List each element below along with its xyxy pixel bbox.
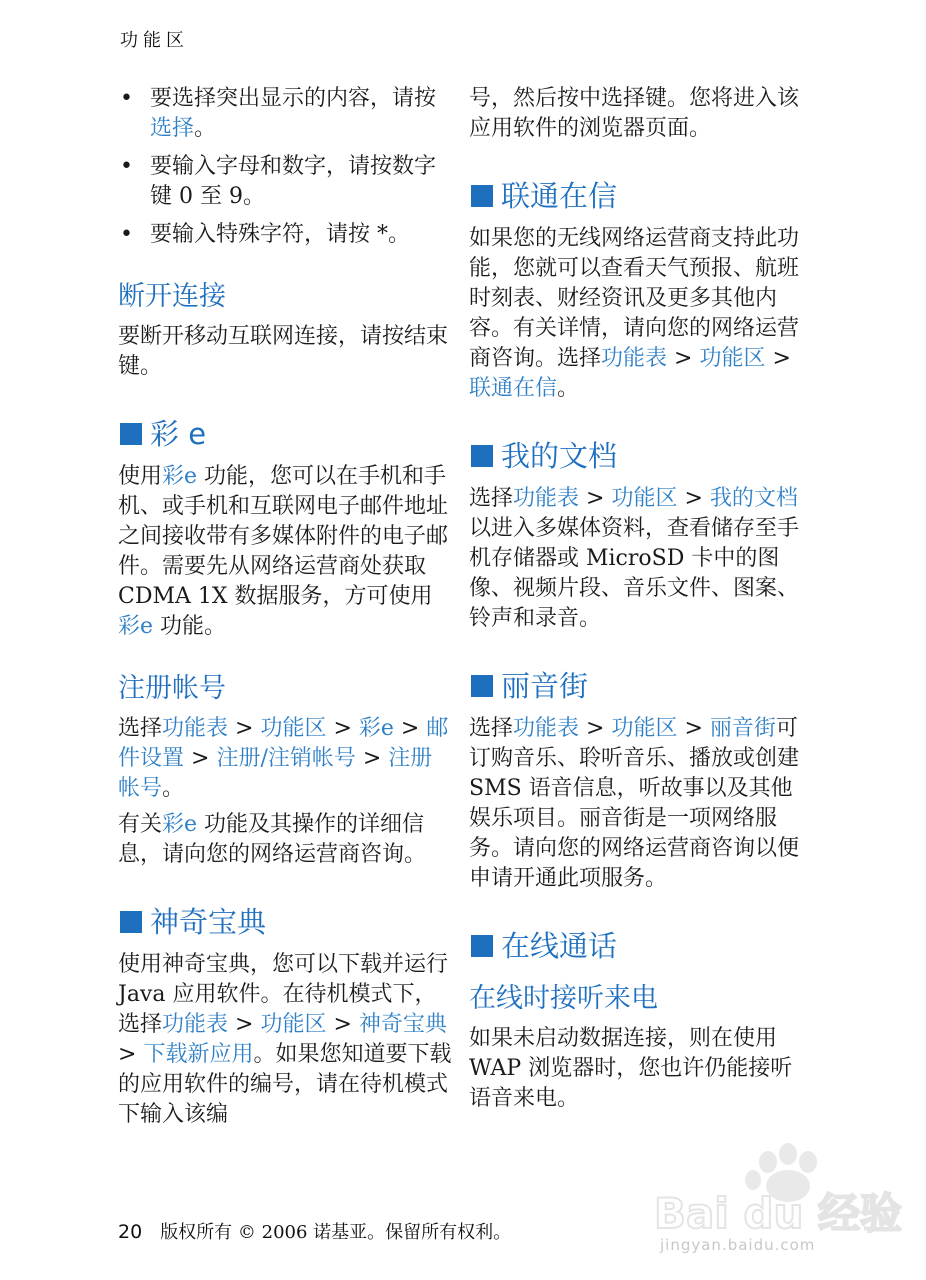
features-link[interactable]: 功能区 xyxy=(611,716,678,741)
features-link[interactable]: 功能区 xyxy=(699,346,766,371)
page-footer xyxy=(118,1218,511,1244)
unicom-heading: 联通在信 xyxy=(469,178,805,214)
online-subheading: 在线时接听来电 xyxy=(469,983,658,1014)
docs-heading: 我的文档 xyxy=(469,438,805,474)
caie-link[interactable]: 彩e xyxy=(162,464,198,489)
caie-body: 使用彩e 功能，您可以在手机和手机、或手机和互联网电子邮件地址之间接收带有多媒体附件的电子邮件。需要先从网络运营商处获取 CDMA 1X 数据服务，方可使用彩e 功能。 xyxy=(118,464,449,639)
menu-link[interactable]: 功能表 xyxy=(162,1012,229,1037)
baidu-paw-icon xyxy=(648,1140,902,1250)
music-heading: 丽音街 xyxy=(469,668,805,704)
menu-link[interactable]: 功能表 xyxy=(513,486,580,511)
section-square-icon xyxy=(471,675,493,697)
list-item: • 要选择突出显示的内容，请按选择。 xyxy=(120,86,437,141)
list-item: • 要输入特殊字符，请按 *。 xyxy=(120,222,410,247)
magic-body: 使用神奇宝典，您可以下载并运行 Java 应用软件。在待机模式下，选择功能表 > 功能区 > 神奇宝典 > 下载新应用。如果您知道要下载的应用软件的编号，请在待机模式下输入该编 xyxy=(118,952,452,1127)
features-link[interactable]: 功能区 xyxy=(260,1012,327,1037)
watermark-logo: Bai du 经验 xyxy=(654,1189,902,1238)
magic-continued: 号，然后按中选择键。您将进入该应用软件的浏览器页面。 xyxy=(469,86,800,141)
magic-link[interactable]: 神奇宝典 xyxy=(358,1012,447,1037)
features-link[interactable]: 功能区 xyxy=(260,716,327,741)
disconnect-body: 要断开移动互联网连接，请按结束键。 xyxy=(118,324,449,379)
register-path: 选择功能表 > 功能区 > 彩e > 邮件设置 > 注册/注销帐号 > 注册帐号。 xyxy=(118,716,449,801)
caie-link[interactable]: 彩e xyxy=(358,716,394,741)
music-street-link[interactable]: 丽音街 xyxy=(709,716,776,741)
online-heading: 在线通话 xyxy=(469,928,805,964)
copyright-text: 版权所有 © 2006 诺基亚。保留所有权利。 xyxy=(160,1222,512,1243)
disconnect-heading: 断开连接 xyxy=(118,281,226,312)
instruction-list xyxy=(118,84,454,250)
menu-link[interactable]: 功能表 xyxy=(601,346,668,371)
caie-link[interactable]: 彩e xyxy=(118,614,154,639)
magic-heading: 神奇宝典 xyxy=(118,904,454,940)
register-account-link[interactable]: 注册帐号 xyxy=(118,746,433,801)
menu-link[interactable]: 功能表 xyxy=(162,716,229,741)
unicom-link[interactable]: 联通在信 xyxy=(469,376,558,401)
section-square-icon xyxy=(471,445,493,467)
register-info: 有关彩e 功能及其操作的详细信息，请向您的网络运营商咨询。 xyxy=(118,812,427,867)
features-link[interactable]: 功能区 xyxy=(611,486,678,511)
caie-link[interactable]: 彩e xyxy=(162,812,198,837)
select-link[interactable]: 选择 xyxy=(150,116,195,141)
list-item: • 要输入字母和数字，请按数字键 0 至 9。 xyxy=(120,154,437,209)
register-unregister-link[interactable]: 注册/注销帐号 xyxy=(216,746,356,771)
page-number: 20 xyxy=(118,1221,143,1243)
my-docs-link[interactable]: 我的文档 xyxy=(709,486,798,511)
online-body: 如果未启动数据连接，则在使用 WAP 浏览器时，您也许仍能接听语音来电。 xyxy=(469,1026,793,1111)
left-column xyxy=(118,84,454,1136)
running-header: 功能区 xyxy=(120,30,189,51)
docs-body: 选择功能表 > 功能区 > 我的文档以进入多媒体资料，查看储存至手机存储器或 MicroSD 卡中的图像、视频片段、音乐文件、图案、铃声和录音。 xyxy=(469,486,800,631)
download-app-link[interactable]: 下载新应用 xyxy=(143,1042,254,1067)
music-body: 选择功能表 > 功能区 > 丽音街可订购音乐、聆听音乐、播放或创建 SMS 语音信息，听故事以及其他娱乐项目。丽音街是一项网络服务。请向您的网络运营商咨询以便申请开通此项服务。 xyxy=(469,716,800,891)
mail-settings-link[interactable]: 邮件设置 xyxy=(118,716,449,771)
section-square-icon xyxy=(471,185,493,207)
section-square-icon xyxy=(120,911,142,933)
section-square-icon xyxy=(120,423,142,445)
menu-link[interactable]: 功能表 xyxy=(513,716,580,741)
right-column xyxy=(469,84,805,1120)
caie-heading: 彩 e xyxy=(118,416,454,452)
section-square-icon xyxy=(471,935,493,957)
register-heading: 注册帐号 xyxy=(118,673,226,704)
unicom-body: 如果您的无线网络运营商支持此功能，您就可以查看天气预报、航班时刻表、财经资讯及更多其他内容。有关详情，请向您的网络运营商咨询。选择功能表 > 功能区 > 联通在信。 xyxy=(469,226,800,401)
watermark-url: jingyan.baidu.com xyxy=(660,1236,816,1254)
